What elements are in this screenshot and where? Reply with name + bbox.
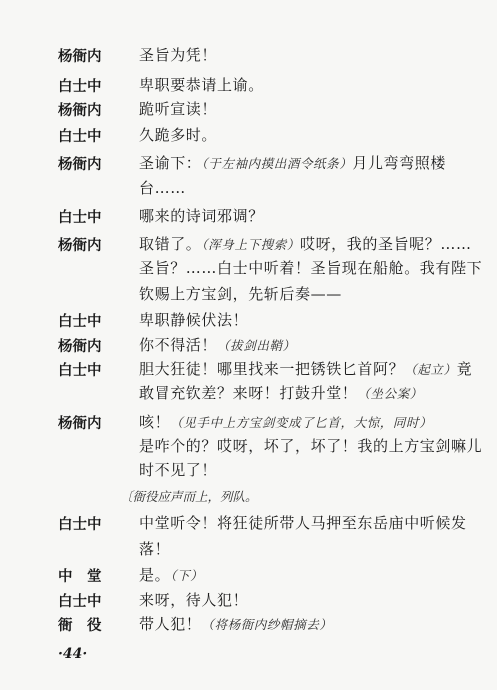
script-line [0, 484, 497, 508]
script-line [0, 410, 497, 434]
dialogue-segment: 咳！ [139, 413, 171, 431]
dialogue-text [139, 283, 342, 304]
dialogue-segment: 落！ [139, 540, 171, 558]
script-line [0, 537, 497, 561]
dialogue-segment: 哎呀，我的圣旨呢？…… [299, 235, 472, 253]
script-line [0, 612, 497, 636]
script-line [0, 458, 497, 482]
dialogue-text [139, 309, 248, 330]
dialogue-text [139, 564, 203, 585]
dialogue-segment: 取错了。 [139, 235, 202, 253]
script-line [0, 43, 497, 67]
speaker-name: 白士中 [58, 363, 102, 379]
script-line [0, 357, 497, 381]
speaker-name: 中 堂 [58, 569, 102, 585]
dialogue-text [139, 177, 186, 198]
stage-direction: （浑身上下搜索） [201, 237, 300, 252]
dialogue-segment: 是。 [139, 566, 171, 584]
speaker-name: 衙 役 [58, 618, 102, 634]
dialogue-segment: 圣旨为凭！ [139, 46, 218, 64]
dialogue-text [139, 152, 446, 173]
speaker-name: 白士中 [58, 314, 102, 330]
speaker-name: 杨衙内 [58, 339, 102, 355]
dialogue-text [139, 124, 217, 145]
dialogue-text [139, 411, 432, 432]
dialogue-segment: 跪听宣读！ [139, 100, 218, 118]
script-line [0, 282, 497, 306]
dialogue-segment: 竟 [456, 360, 473, 378]
script-line [0, 511, 497, 535]
speaker-name: 白士中 [58, 594, 102, 610]
speaker-name: 白士中 [58, 79, 102, 95]
script-line [0, 232, 497, 256]
script-line [0, 434, 497, 458]
speaker-name: 白士中 [58, 129, 102, 145]
script-line [0, 204, 497, 228]
speaker-name: 杨衙内 [58, 416, 102, 432]
page-number: ·44· [58, 646, 88, 662]
dialogue-segment: 你不得活！ [139, 336, 218, 354]
dialogue-text [139, 44, 217, 65]
speaker-name: 杨衙内 [58, 238, 102, 254]
dialogue-segment: 敢冒充钦差？来呀！打鼓升堂！ [139, 384, 358, 402]
script-line [0, 73, 497, 97]
dialogue-segment: 是咋个的？哎呀，坏了，坏了！我的上方宝剑嘛儿 [139, 437, 483, 455]
dialogue-segment: 哪来的诗词邪调？ [139, 207, 264, 225]
dialogue-segment: 月儿弯弯照楼 [352, 154, 446, 172]
dialogue-segment: 中堂听令！将狂徒所带人马押至东岳庙中听候发 [139, 514, 467, 532]
dialogue-text [139, 358, 472, 379]
stage-direction: （拔剑出鞘） [217, 338, 296, 353]
script-line [0, 123, 497, 147]
dialogue-text [139, 205, 264, 226]
dialogue-segment: 胆大狂徒！哪里找来一把锈铁匕首阿？ [139, 360, 405, 378]
dialogue-segment: 圣谕下： [139, 154, 202, 172]
script-line [0, 151, 497, 175]
dialogue-segment: 时不见了！ [139, 461, 218, 479]
dialogue-text [139, 74, 264, 95]
dialogue-segment: 钦赐上方宝剑，先斩后奏—— [139, 285, 342, 303]
dialogue-segment: 台…… [139, 179, 186, 197]
script-line [0, 333, 497, 357]
dialogue-text [139, 257, 482, 278]
speaker-name: 白士中 [58, 210, 102, 226]
script-line [0, 97, 497, 121]
speaker-name: 杨衙内 [58, 157, 102, 173]
stage-direction: （起立） [404, 362, 457, 377]
dialogue-text [139, 538, 170, 559]
dialogue-text [139, 589, 248, 610]
dialogue-text [139, 459, 217, 480]
stage-direction: 〔衙役应声而上，列队。 [120, 489, 258, 504]
dialogue-segment: 带人犯！ [139, 615, 202, 633]
stage-direction: （见手中上方宝剑变成了匕首，大惊，同时） [170, 415, 433, 430]
stage-direction: （下） [170, 568, 204, 583]
script-line [0, 588, 497, 612]
dialogue-text [139, 334, 296, 355]
script-line [0, 563, 497, 587]
script-line [0, 176, 497, 200]
dialogue-text [139, 233, 472, 254]
stage-direction: （将杨衙内纱帽摘去） [201, 617, 333, 632]
speaker-name: 杨衙内 [58, 103, 102, 119]
speaker-name: 杨衙内 [58, 49, 102, 65]
dialogue-text [139, 613, 332, 634]
dialogue-text [139, 98, 217, 119]
stage-direction: （坐公案） [357, 386, 423, 401]
dialogue-segment: 圣旨？……白士中听着！圣旨现在船舱。我有陛下 [139, 259, 483, 277]
script-line [0, 308, 497, 332]
dialogue-segment: 久跪多时。 [139, 126, 218, 144]
script-line [0, 256, 497, 280]
speaker-name: 白士中 [58, 517, 102, 533]
dialogue-segment: 卑职静候伏法！ [139, 311, 249, 329]
dialogue-text [139, 512, 467, 533]
dialogue-text [139, 435, 482, 456]
dialogue-segment: 卑职要恭请上谕。 [139, 76, 264, 94]
stage-direction: （于左袖内摸出酒令纸条） [201, 156, 353, 171]
script-line [0, 381, 497, 405]
dialogue-text [139, 382, 423, 403]
dialogue-segment: 来呀，待人犯！ [139, 591, 249, 609]
